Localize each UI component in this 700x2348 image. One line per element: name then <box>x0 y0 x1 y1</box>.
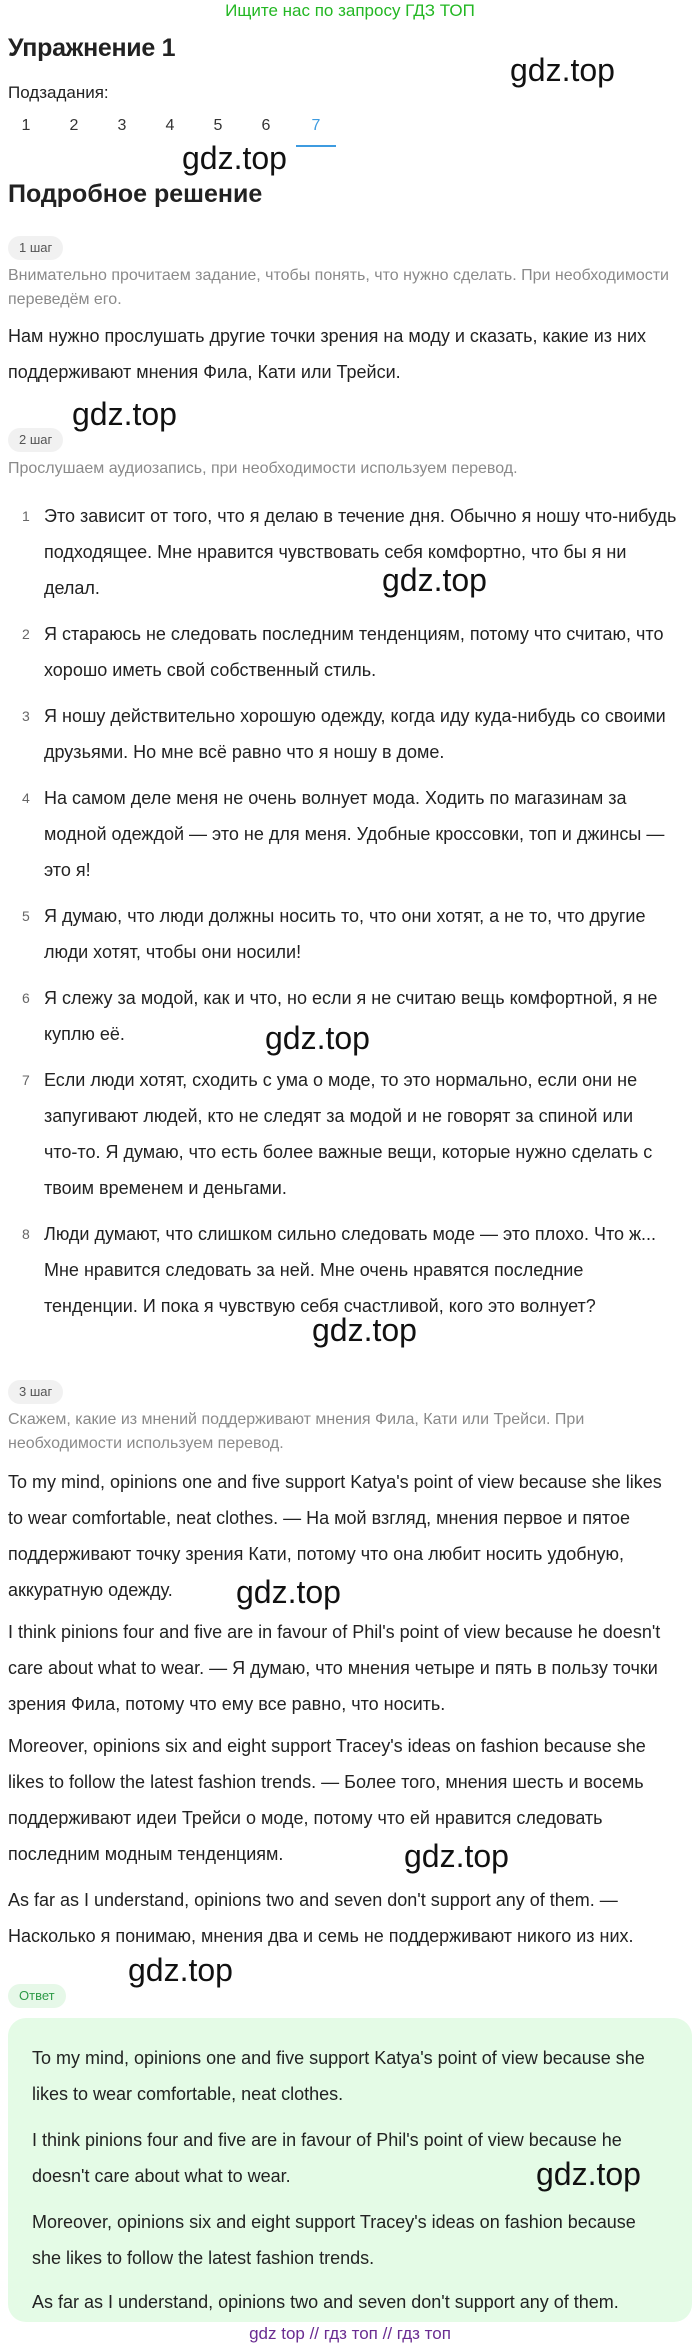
step-text-line: to wear comfortable, neat clothes. — На мой взгляд, мнения первое и пятое <box>8 1508 630 1528</box>
item-line: твоим временем и деньгами. <box>44 1178 287 1198</box>
item-line: Мне нравится следовать за ней. Мне очень нравятся последние <box>44 1260 584 1280</box>
answer-line: Moreover, opinions six and eight support Tracey's ideas on fashion because <box>32 2212 636 2232</box>
tab-6[interactable]: 6 <box>261 117 271 134</box>
step-badge: 3 шаг <box>8 1380 63 1404</box>
item-line: Это зависит от того, что я делаю в течение дня. Обычно я ношу что-нибудь <box>44 506 677 526</box>
tab-7[interactable]: 7 <box>296 113 336 147</box>
item-line: Люди думают, что слишком сильно следовать моде — это плохо. Что ж... <box>44 1224 657 1244</box>
step-badge: 2 шаг <box>8 428 63 452</box>
watermark: gdz.top <box>312 1312 417 1348</box>
item-line: Я слежу за модой, как и что, но если я не считаю вещь комфортной, я не <box>44 988 658 1008</box>
item-line: подходящее. Мне нравится чувствовать себя комфортно, что бы я ни <box>44 542 627 562</box>
item-line: Я ношу действительно хорошую одежду, когда иду куда-нибудь со своими <box>44 706 666 726</box>
item-line: это я! <box>44 860 91 880</box>
subtasks-label: Подзадания: <box>8 83 109 102</box>
item-line: хорошо иметь свой собственный стиль. <box>44 660 377 680</box>
item-number: 6 <box>22 990 30 1006</box>
item-line: делал. <box>44 578 100 598</box>
item-line: что-то. Я думаю, что есть более важные вещи, которые нужно сделать с <box>44 1142 653 1162</box>
answer-line: doesn't care about what to wear. <box>32 2166 291 2186</box>
answer-line: I think pinions four and five are in favour of Phil's point of view because he <box>32 2130 622 2150</box>
tab-2[interactable]: 2 <box>69 117 79 134</box>
step-text-line: likes to follow the latest fashion trends. — Более того, мнения шесть и восемь <box>8 1772 644 1792</box>
step-hint: Внимательно прочитаем задание, чтобы понять, что нужно сделать. При необходимости переведём его. <box>8 267 669 308</box>
step-hint-line: необходимости используем перевод. <box>8 1435 284 1452</box>
item-number: 1 <box>22 508 30 524</box>
watermark: gdz.top <box>236 1574 341 1610</box>
step-text-line: To my mind, opinions one and five support Katya's point of view because she likes <box>8 1472 662 1492</box>
tab-4[interactable]: 4 <box>165 117 175 134</box>
watermark: gdz.top <box>404 1838 509 1874</box>
step-hint-line: Скажем, какие из мнений поддерживают мнения Фила, Кати или Трейси. При <box>8 1411 585 1428</box>
footer-links[interactable]: gdz top // гдз топ // гдз топ <box>249 2324 451 2343</box>
answer-badge: Ответ <box>8 1984 66 2008</box>
tab-1[interactable]: 1 <box>21 117 31 134</box>
item-number: 4 <box>22 790 30 806</box>
step-text-line: I think pinions four and five are in favour of Phil's point of view because he doesn't <box>8 1622 661 1642</box>
tab-3[interactable]: 3 <box>117 117 127 134</box>
step-text-line: аккуратную одежду. <box>8 1580 173 1600</box>
answer-line: she likes to follow the latest fashion trends. <box>32 2248 375 2268</box>
watermark: gdz.top <box>536 2156 641 2192</box>
item-line: модной одеждой — это не для меня. Удобные кроссовки, топ и джинсы — <box>44 824 665 844</box>
answer-line: As far as I understand, opinions two and seven don't support any of them. <box>32 2292 619 2312</box>
step-text-line: As far as I understand, opinions two and seven don't support any of them. — <box>8 1890 618 1910</box>
item-number: 2 <box>22 626 30 642</box>
step-text-line: последним модным тенденциям. <box>8 1844 284 1864</box>
item-line: На самом деле меня не очень волнует мода. Ходить по магазинам за <box>44 788 627 808</box>
item-number: 7 <box>22 1072 30 1088</box>
promo-banner: Ищите нас по запросу ГДЗ ТОП <box>225 1 475 20</box>
item-number: 5 <box>22 908 30 924</box>
step-text-line: Нам нужно прослушать другие точки зрения на моду и сказать, какие из них <box>8 326 646 346</box>
step-text-line: поддерживают точку зрения Кати, потому что она любит носить удобную, <box>8 1544 625 1564</box>
item-line: тенденции. И пока я чувствую себя счастливой, кого это волнует? <box>44 1296 596 1316</box>
item-line: куплю её. <box>44 1024 125 1044</box>
watermark: gdz.top <box>182 140 287 176</box>
step-text-line: Moreover, opinions six and eight support Tracey's ideas on fashion because she <box>8 1736 646 1756</box>
item-line: Я думаю, что люди должны носить то, что они хотят, а не то, что другие <box>44 906 646 926</box>
watermark: gdz.top <box>72 396 177 432</box>
watermark: gdz.top <box>128 1952 233 1988</box>
subtask-tabs <box>0 113 700 147</box>
answer-line: To my mind, opinions one and five support Katya's point of view because she <box>32 2048 645 2068</box>
page-title: Упражнение 1 <box>8 34 176 62</box>
step-text-line: care about what to wear. — Я думаю, что мнения четыре и пять в пользу точки <box>8 1658 658 1678</box>
step-badge: 1 шаг <box>8 236 63 260</box>
item-line: Я стараюсь не следовать последним тенденциям, потому что считаю, что <box>44 624 664 644</box>
step-hint: Прослушаем аудиозапись, при необходимости используем перевод. <box>8 460 518 477</box>
watermark: gdz.top <box>510 52 615 88</box>
watermark: gdz.top <box>382 562 487 598</box>
step-text-line: поддерживают идеи Трейси о моде, потому что ей нравится следовать <box>8 1808 603 1828</box>
step-text-line: поддерживают мнения Фила, Кати или Трейси. <box>8 362 401 382</box>
answer-line: likes to wear comfortable, neat clothes. <box>32 2084 344 2104</box>
watermark: gdz.top <box>265 1020 370 1056</box>
step-text-line: зрения Фила, потому что ему все равно, что носить. <box>8 1694 446 1714</box>
item-number: 3 <box>22 708 30 724</box>
item-line: Если люди хотят, сходить с ума о моде, то это нормально, если они не <box>44 1070 638 1090</box>
item-line: запугивают людей, кто не следят за модой и не говорят за спиной или <box>44 1106 634 1126</box>
step-text-line: Насколько я понимаю, мнения два и семь не поддерживают никого из них. <box>8 1926 634 1946</box>
item-number: 8 <box>22 1226 30 1242</box>
tab-5[interactable]: 5 <box>213 117 223 134</box>
solution-title: Подробное решение <box>8 180 263 208</box>
item-line: люди хотят, чтобы они носили! <box>44 942 302 962</box>
item-line: друзьями. Но мне всё равно что я ношу в доме. <box>44 742 445 762</box>
